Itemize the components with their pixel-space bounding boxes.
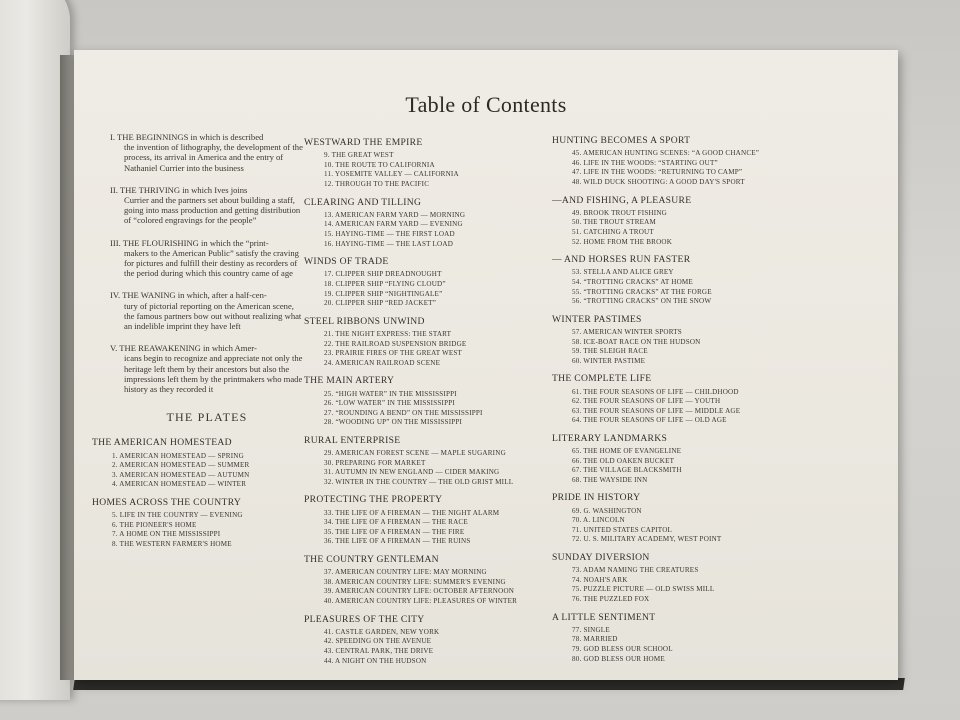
plate-entry: 10. THE ROUTE TO CALIFORNIA — [324, 160, 435, 169]
chapter-body: tury of pictorial reporting on the American scene, the famous partners bow out without realizing what an indelible imprint they have left — [124, 300, 302, 332]
plate-entry: 31. AUTUMN IN NEW ENGLAND — CIDER MAKING — [324, 468, 500, 477]
plate-entry: 72. U. S. MILITARY ACADEMY, WEST POINT — [572, 535, 722, 544]
plate-section — [304, 436, 544, 488]
plate-section — [552, 493, 792, 545]
plate-entry: 45. AMERICAN HUNTING SCENES: “A GOOD CHANCE” — [572, 149, 760, 158]
section-title: SUNDAY DIVERSION — [552, 552, 650, 564]
plate-entry-list — [304, 270, 544, 308]
plate-entry: 5. LIFE IN THE COUNTRY — EVENING — [112, 511, 243, 520]
plate-entry: 1. AMERICAN HOMESTEAD — SPRING — [112, 451, 244, 460]
plate-entry: 61. THE FOUR SEASONS OF LIFE — CHILDHOOD — [572, 387, 739, 396]
section-title: HUNTING BECOMES A SPORT — [552, 135, 691, 146]
chapter-body: the invention of lithography, the development of the process, its arrival in America and the entry of Nathaniel Currier into the business — [124, 142, 303, 173]
plate-entry: 46. LIFE IN THE WOODS: “STARTING OUT” — [572, 158, 718, 167]
chapter-entry — [92, 343, 304, 394]
plate-entry-list — [304, 509, 544, 547]
plate-entry: 9. THE GREAT WEST — [324, 151, 394, 160]
section-title: A LITTLE SENTIMENT — [552, 611, 656, 623]
plate-entry: 48. WILD DUCK SHOOTING: A GOOD DAY'S SPORT — [572, 177, 745, 186]
column-chapters — [92, 132, 304, 558]
plate-entry: 33. THE LIFE OF A FIREMAN — THE NIGHT ALARM — [324, 508, 500, 517]
plate-entry-list — [552, 328, 792, 366]
plate-section — [304, 198, 544, 250]
plate-entry: 43. CENTRAL PARK, THE DRIVE — [324, 647, 434, 656]
section-title: LITERARY LANDMARKS — [552, 432, 668, 444]
plate-entry: 17. CLIPPER SHIP DREADNOUGHT — [324, 270, 442, 279]
plate-section — [304, 138, 544, 190]
plate-entry: 19. CLIPPER SHIP “NIGHTINGALE” — [324, 289, 443, 298]
plate-entry: 27. “ROUNDING A BEND” ON THE MISSISSIPPI — [324, 408, 483, 417]
plate-entry: 14. AMERICAN FARM YARD — EVENING — [324, 220, 463, 229]
plate-entry: 70. A. LINCOLN — [572, 516, 625, 525]
plate-entry: 54. “TROTTING CRACKS” AT HOME — [572, 277, 693, 286]
plates-sections-col2 — [304, 138, 544, 674]
plate-entry: 15. HAYING-TIME — THE FIRST LOAD — [324, 229, 455, 238]
plate-section — [304, 615, 544, 667]
section-title: WINDS OF TRADE — [304, 256, 389, 268]
plate-entry: 60. WINTER PASTIME — [572, 356, 646, 365]
plate-entry: 40. AMERICAN COUNTRY LIFE: PLEASURES OF WINTER — [324, 597, 518, 606]
section-title: THE COUNTRY GENTLEMAN — [304, 554, 439, 566]
plate-entry: 35. THE LIFE OF A FIREMAN — THE FIRE — [324, 527, 465, 536]
plate-entry: 77. SINGLE — [572, 625, 610, 634]
section-title: — AND HORSES RUN FASTER — [552, 254, 691, 266]
plate-entry: 58. ICE-BOAT RACE ON THE HUDSON — [572, 337, 701, 346]
plate-entry: 69. G. WASHINGTON — [572, 506, 642, 515]
plate-entry: 38. AMERICAN COUNTRY LIFE: SUMMER'S EVENING — [324, 577, 506, 586]
plate-entry: 21. THE NIGHT EXPRESS: THE START — [324, 329, 452, 338]
plate-entry: 7. A HOME ON THE MISSISSIPPI — [112, 530, 221, 539]
plate-entry-list — [304, 628, 544, 666]
plates-sections-col1 — [92, 438, 304, 549]
plate-entry: 44. A NIGHT ON THE HUDSON — [324, 656, 427, 665]
plate-entry: 42. SPEEDING ON THE AVENUE — [324, 637, 432, 646]
chapter-lead: I. THE BEGINNINGS in which is described — [110, 132, 264, 142]
plate-entry-list — [304, 330, 544, 368]
section-title: PRIDE IN HISTORY — [552, 492, 641, 504]
plate-entry: 2. AMERICAN HOMESTEAD — SUMMER — [112, 461, 250, 470]
plate-entry: 55. “TROTTING CRACKS” AT THE FORGE — [572, 287, 712, 296]
plate-entry: 49. BROOK TROUT FISHING — [572, 208, 667, 217]
plate-entry-list — [552, 268, 792, 306]
plate-entry-list — [552, 626, 792, 664]
plate-entry-list — [552, 566, 792, 604]
plate-entry: 62. THE FOUR SEASONS OF LIFE — YOUTH — [572, 397, 721, 406]
chapter-list — [92, 132, 304, 394]
plate-entry-list — [304, 151, 544, 189]
plate-section — [552, 255, 792, 307]
plate-entry-list — [304, 211, 544, 249]
plate-entry: 34. THE LIFE OF A FIREMAN — THE RACE — [324, 518, 468, 527]
plate-entry: 80. GOD BLESS OUR HOME — [572, 654, 665, 663]
plate-entry: 56. “TROTTING CRACKS” ON THE SNOW — [572, 297, 712, 306]
plate-entry: 53. STELLA AND ALICE GREY — [572, 268, 674, 277]
plate-entry: 29. AMERICAN FOREST SCENE — MAPLE SUGARING — [324, 449, 506, 458]
plate-entry-list — [552, 507, 792, 545]
plate-entry: 22. THE RAILROAD SUSPENSION BRIDGE — [324, 339, 467, 348]
plate-entry: 74. NOAH'S ARK — [572, 575, 628, 584]
plate-section — [304, 555, 544, 607]
chapter-entry — [92, 290, 304, 331]
plate-entry: 3. AMERICAN HOMESTEAD — AUTUMN — [112, 470, 250, 479]
chapter-lead: II. THE THRIVING in which Ives joins — [110, 184, 248, 195]
section-title: THE AMERICAN HOMESTEAD — [92, 437, 232, 449]
plate-entry: 30. PREPARING FOR MARKET — [324, 458, 426, 467]
plate-entry: 41. CASTLE GARDEN, NEW YORK — [324, 627, 440, 636]
section-title: WESTWARD THE EMPIRE — [304, 137, 423, 148]
plate-entry: 6. THE PIONEER'S HOME — [112, 520, 197, 529]
plate-entry-list — [304, 568, 544, 606]
plate-entry: 18. CLIPPER SHIP “FLYING CLOUD” — [324, 279, 446, 288]
plate-section — [304, 495, 544, 547]
section-title: WINTER PASTIMES — [552, 313, 642, 325]
plate-entry: 26. “LOW WATER” IN THE MISSISSIPPI — [324, 399, 455, 408]
chapter-lead: V. THE REAWAKENING in which Amer- — [110, 343, 257, 354]
plate-entry: 76. THE PUZZLED FOX — [572, 595, 650, 604]
chapter-lead: III. THE FLOURISHING in which the “print- — [110, 237, 269, 248]
section-title: PLEASURES OF THE CITY — [304, 613, 425, 625]
plate-entry: 50. THE TROUT STREAM — [572, 218, 657, 227]
plate-entry: 20. CLIPPER SHIP “RED JACKET” — [324, 299, 437, 308]
plate-entry-list — [552, 388, 792, 426]
plate-entry: 73. ADAM NAMING THE CREATURES — [572, 566, 699, 575]
plate-entry: 78. MARRIED — [572, 635, 618, 644]
section-title: PROTECTING THE PROPERTY — [304, 494, 443, 506]
plate-entry: 37. AMERICAN COUNTRY LIFE: MAY MORNING — [324, 568, 487, 577]
plate-section — [552, 613, 792, 665]
plate-section — [552, 553, 792, 605]
plate-entry-list — [304, 449, 544, 487]
plate-entry: 67. THE VILLAGE BLACKSMITH — [572, 466, 682, 475]
plate-section — [552, 374, 792, 426]
plate-section — [552, 315, 792, 367]
section-title: STEEL RIBBONS UNWIND — [304, 315, 425, 327]
plate-entry: 52. HOME FROM THE BROOK — [572, 237, 673, 246]
plate-section — [92, 498, 304, 550]
plate-entry: 79. GOD BLESS OUR SCHOOL — [572, 645, 673, 654]
book-page — [74, 50, 898, 680]
plate-entry: 32. WINTER IN THE COUNTRY — THE OLD GRIST MILL — [324, 477, 514, 486]
section-title: —AND FISHING, A PLEASURE — [552, 194, 692, 206]
plate-entry-list — [304, 390, 544, 428]
chapter-body: icans begin to recognize and appreciate not only the heritage left them by their ancestors but also the impressions left them by the printmakers who made history as they recorded it — [124, 353, 303, 395]
plate-entry: 8. THE WESTERN FARMER'S HOME — [112, 540, 232, 549]
chapter-entry — [92, 132, 304, 173]
section-title: CLEARING AND TILLING — [304, 196, 422, 208]
plate-entry: 23. PRAIRIE FIRES OF THE GREAT WEST — [324, 349, 463, 358]
chapter-lead: IV. THE WANING in which, after a half-cen- — [110, 290, 267, 301]
chapter-body: Currier and the partners set about building a staff, going into mass production and getting distribution of “colored engravings for the people” — [124, 195, 301, 226]
chapter-entry — [92, 238, 304, 279]
plate-entry: 13. AMERICAN FARM YARD — MORNING — [324, 210, 466, 219]
plate-entry-list — [92, 452, 304, 490]
plate-entry: 39. AMERICAN COUNTRY LIFE: OCTOBER AFTERNOON — [324, 587, 515, 596]
plate-section — [304, 376, 544, 428]
plate-entry-list — [552, 209, 792, 247]
plate-entry-list — [552, 149, 792, 187]
plate-entry: 25. “HIGH WATER” IN THE MISSISSIPPI — [324, 389, 457, 398]
section-title: THE MAIN ARTERY — [304, 375, 395, 387]
plate-section — [304, 317, 544, 369]
plate-section — [552, 434, 792, 486]
plate-entry: 4. AMERICAN HOMESTEAD — WINTER — [112, 480, 247, 489]
plate-section — [552, 196, 792, 248]
plate-section — [552, 136, 792, 188]
plate-entry: 11. YOSEMITE VALLEY — CALIFORNIA — [324, 170, 459, 179]
plate-entry: 16. HAYING-TIME — THE LAST LOAD — [324, 239, 454, 248]
plate-entry: 65. THE HOME OF EVANGELINE — [572, 447, 682, 456]
plate-entry: 64. THE FOUR SEASONS OF LIFE — OLD AGE — [572, 416, 727, 425]
plate-entry: 12. THROUGH TO THE PACIFIC — [324, 179, 430, 188]
page-title: Table of Contents — [405, 92, 567, 117]
plate-entry: 59. THE SLEIGH RACE — [572, 347, 648, 356]
plate-entry: 47. LIFE IN THE WOODS: “RETURNING TO CAMP” — [572, 168, 743, 177]
chapter-entry — [92, 185, 304, 226]
plate-entry: 28. “WOODING UP” ON THE MISSISSIPPI — [324, 418, 463, 427]
chapter-body: makers to the American Public” satisfy the craving for pictures and fulfill their destiny as recorders of the period during which this country came of age — [124, 247, 299, 279]
plate-entry: 51. CATCHING A TROUT — [572, 227, 654, 236]
plate-entry-list — [92, 511, 304, 549]
plate-entry: 36. THE LIFE OF A FIREMAN — THE RUINS — [324, 537, 471, 546]
plate-entry: 63. THE FOUR SEASONS OF LIFE — MIDDLE AGE — [572, 406, 741, 415]
plate-section — [304, 257, 544, 309]
plate-entry: 68. THE WAYSIDE INN — [572, 475, 648, 484]
plate-entry: 71. UNITED STATES CAPITOL — [572, 525, 673, 534]
plates-sections-col3 — [552, 136, 792, 672]
plate-entry: 66. THE OLD OAKEN BUCKET — [572, 456, 675, 465]
plate-section — [92, 438, 304, 490]
section-title: HOMES ACROSS THE COUNTRY — [92, 497, 242, 509]
plates-heading: THE PLATES — [166, 410, 248, 425]
section-title: THE COMPLETE LIFE — [552, 373, 652, 385]
plate-entry: 75. PUZZLE PICTURE — OLD SWISS MILL — [572, 585, 715, 594]
section-title: RURAL ENTERPRISE — [304, 434, 401, 446]
plate-entry: 57. AMERICAN WINTER SPORTS — [572, 327, 682, 336]
plate-entry: 24. AMERICAN RAILROAD SCENE — [324, 358, 441, 367]
plate-entry-list — [552, 447, 792, 485]
